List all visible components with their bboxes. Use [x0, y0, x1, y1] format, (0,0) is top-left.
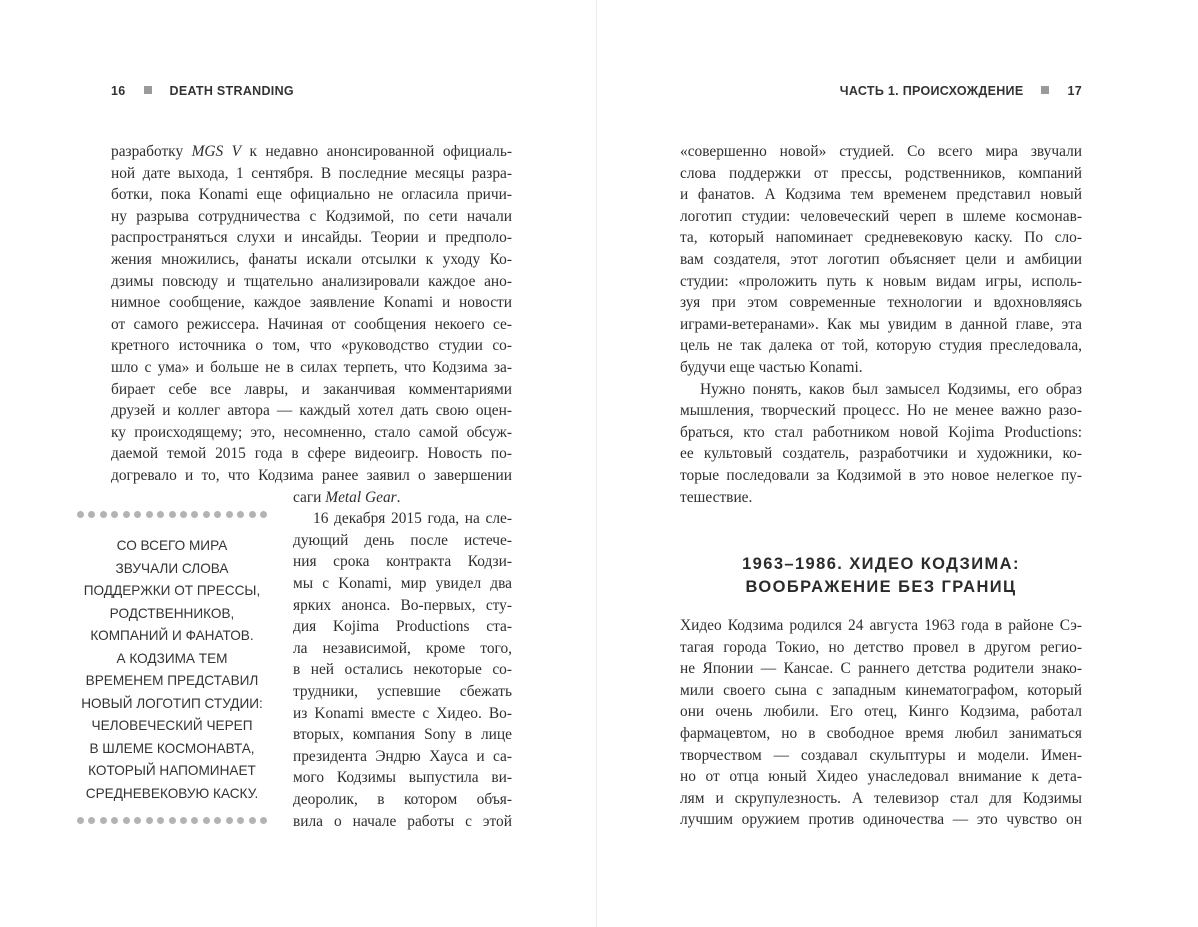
- text-line: друзей и коллег автора — каждый хотел дать свою оцен-: [111, 402, 512, 420]
- right-page-number: 17: [1067, 84, 1082, 98]
- book-gutter: [596, 0, 597, 927]
- text-line: трудники, успевшие сбежать: [293, 683, 512, 700]
- text-line: саги Metal Gear.: [293, 488, 401, 506]
- text-line: дзимы повсюду и тщательно анализировали каждое ано-: [111, 272, 512, 290]
- text-line: мышления, творческий процесс. Но не менее важно разо-: [680, 402, 1082, 420]
- header-square-icon: [1041, 86, 1049, 94]
- text-line: разработку MGS V к недавно анонсированной официаль-: [111, 143, 512, 160]
- text-line: «совершенно новой» студией. Со всего мира звучали: [680, 143, 1082, 160]
- pull-quote-line: РОДСТВЕННИКОВ,: [109, 605, 235, 621]
- text-line: не Японии — Кансае. С раннего детства родители знако-: [680, 660, 1082, 678]
- text-line: тагая города Токио, но детство провел в другом регио-: [680, 638, 1082, 656]
- pull-quote-line: ЧЕЛОВЕЧЕСКИЙ ЧЕРЕП: [91, 718, 253, 733]
- text-line: логотип студии: человеческий череп в шлеме космонав-: [680, 207, 1082, 225]
- pull-quote-line: НОВЫЙ ЛОГОТИП СТУДИИ:: [81, 695, 263, 711]
- pull-quote-line: КОТОРЫЙ НАПОМИНАЕТ: [88, 763, 256, 778]
- text-line: будучи еще частью Konami.: [680, 359, 863, 376]
- text-line: и фанатов. А Кодзима тем временем представил новый: [680, 186, 1082, 204]
- text-line: дующий день после истече-: [293, 531, 512, 549]
- text-line: браться, кто стал работником новой Kojima Productions:: [680, 423, 1082, 441]
- text-line: жения множились, фанаты искали отсылки к уходу Ко-: [111, 251, 512, 268]
- section-heading-line: ВООБРАЖЕНИЕ БЕЗ ГРАНИЦ: [745, 578, 1017, 596]
- section-heading-line: 1963–1986. ХИДЕО КОДЗИМА:: [742, 555, 1020, 573]
- text-line: в ней остались некоторые со-: [293, 661, 512, 679]
- text-line: лучшим оружием против одиночества — это чувство он: [680, 811, 1082, 829]
- text-line: ботки, пока Konami еще официально не огласила причи-: [111, 186, 512, 204]
- text-line: ку происходящему; это, несомненно, стало самой обсуж-: [111, 423, 512, 441]
- pull-quote-line: КОМПАНИЙ И ФАНАТОВ.: [90, 628, 254, 643]
- left-running-title: DEATH STRANDING: [169, 84, 294, 98]
- text-line: ярких анонса. Во-первых, сту-: [293, 596, 512, 614]
- text-line: от самого режиссера. Начиная от сообщения некоего се-: [111, 315, 512, 333]
- text-line: нимное сообщение, каждое заявление Konami и новости: [111, 294, 512, 312]
- text-line: ну разрыва сотрудничества с Кодзимой, по сети начали: [111, 207, 512, 225]
- pull-quote-bottom-divider: [77, 817, 267, 825]
- text-line: та, который напоминает средневековую каску. По сло-: [680, 229, 1082, 247]
- text-line: деоролик, в котором объя-: [293, 791, 512, 808]
- text-line: ной дате выхода, 1 сентября. В последние месяцы разра-: [111, 164, 512, 182]
- text-line: ла независимой, кроме того,: [293, 639, 512, 657]
- text-line: Хидео Кодзима родился 24 августа 1963 года в районе Сэ-: [680, 617, 1082, 634]
- text-line: вторых, компания Sony в лице: [293, 726, 512, 744]
- text-line: вила о начале работы с этой: [293, 812, 512, 830]
- text-line: кретного источника о том, что «руководство студии со-: [111, 337, 512, 355]
- text-line: ее культовый создатель, разработчики и художники, ко-: [680, 445, 1082, 463]
- pull-quote-line: СО ВСЕГО МИРА: [116, 538, 228, 553]
- text-line: но от отца юный Хидео унаследовал внимание к дета-: [680, 768, 1082, 786]
- text-line: творчеством — создавал скульптуры и модели. Имен-: [680, 746, 1082, 764]
- text-line: президента Эндрю Хауса и са-: [293, 747, 512, 765]
- text-line: зуя при этом современные технологии и вдохновляясь: [680, 294, 1082, 312]
- pull-quote-line: СРЕДНЕВЕКОВУЮ КАСКУ.: [85, 785, 259, 801]
- pull-quote-top-divider: [77, 511, 267, 519]
- text-line: мы с Konami, мир увидел два: [293, 575, 512, 592]
- text-line: даемой темой 2015 года в сфере видеоигр. Новость по-: [111, 445, 512, 463]
- header-square-icon: [144, 86, 152, 94]
- text-line: цель не так далека от той, которую студия преследовала,: [680, 337, 1082, 355]
- text-line: 16 декабря 2015 года, на сле-: [313, 510, 512, 528]
- left-running-header: [111, 83, 294, 99]
- pull-quote-line: ВРЕМЕНЕМ ПРЕДСТАВИЛ: [85, 673, 259, 688]
- text-line: мого Кодзимы выпустила ви-: [293, 769, 512, 787]
- text-line: торые последовали за Кодзимой в это новое нелегкое пу-: [680, 467, 1082, 484]
- text-line: тешествие.: [680, 488, 753, 506]
- text-line: распространяться слухи и инсайды. Теории и предполо-: [111, 229, 512, 247]
- text-line: Нужно понять, каков был замысел Кодзимы, его образ: [700, 380, 1082, 398]
- text-line: ния срока контракта Кодзи-: [293, 553, 512, 571]
- pull-quote-line: ПОДДЕРЖКИ ОТ ПРЕССЫ,: [83, 583, 261, 598]
- text-line: бирает себе все лавры, и заканчивая комментариями: [111, 380, 512, 398]
- left-page-number: 16: [111, 84, 126, 98]
- text-line: играми-ветеранами». Как мы увидим в данной главе, эта: [680, 315, 1082, 333]
- right-running-title: ЧАСТЬ 1. ПРОИСХОЖДЕНИЕ: [839, 84, 1024, 98]
- text-line: слова поддержки от прессы, родственников, компаний: [680, 164, 1082, 182]
- text-line: мили своего сына с западным кинематографом, который: [680, 681, 1082, 699]
- text-line: студии: «проложить путь к новым видам игры, исполь-: [680, 272, 1082, 290]
- text-line: из Konami вместе с Хидео. Во-: [293, 704, 512, 722]
- pull-quote-line: В ШЛЕМЕ КОСМОНАВТА,: [89, 740, 255, 756]
- pull-quote-line: А КОДЗИМА ТЕМ: [116, 650, 228, 666]
- text-line: дия Kojima Productions ста-: [293, 618, 512, 636]
- text-line: догревало и то, что Кодзима ранее заявил о завершении: [111, 467, 512, 484]
- left-page: [0, 0, 597, 927]
- text-line: лям и скрупулезность. А телевизор стал для Кодзимы: [680, 789, 1082, 807]
- pull-quote: [78, 535, 266, 805]
- text-line: они очень любили. Его отец, Кинго Кодзима, работал: [680, 703, 1082, 721]
- right-page: [598, 0, 1198, 927]
- text-line: фармацевтом, но в свободное время любил заниматься: [680, 725, 1082, 742]
- right-running-header: [840, 83, 1082, 99]
- text-line: шло с ума» и больше не в силах терпеть, что Кодзима за-: [111, 359, 512, 376]
- text-line: вам создателя, этот логотип объясняет цели и амбиции: [680, 251, 1082, 268]
- pull-quote-line: ЗВУЧАЛИ СЛОВА: [115, 560, 229, 576]
